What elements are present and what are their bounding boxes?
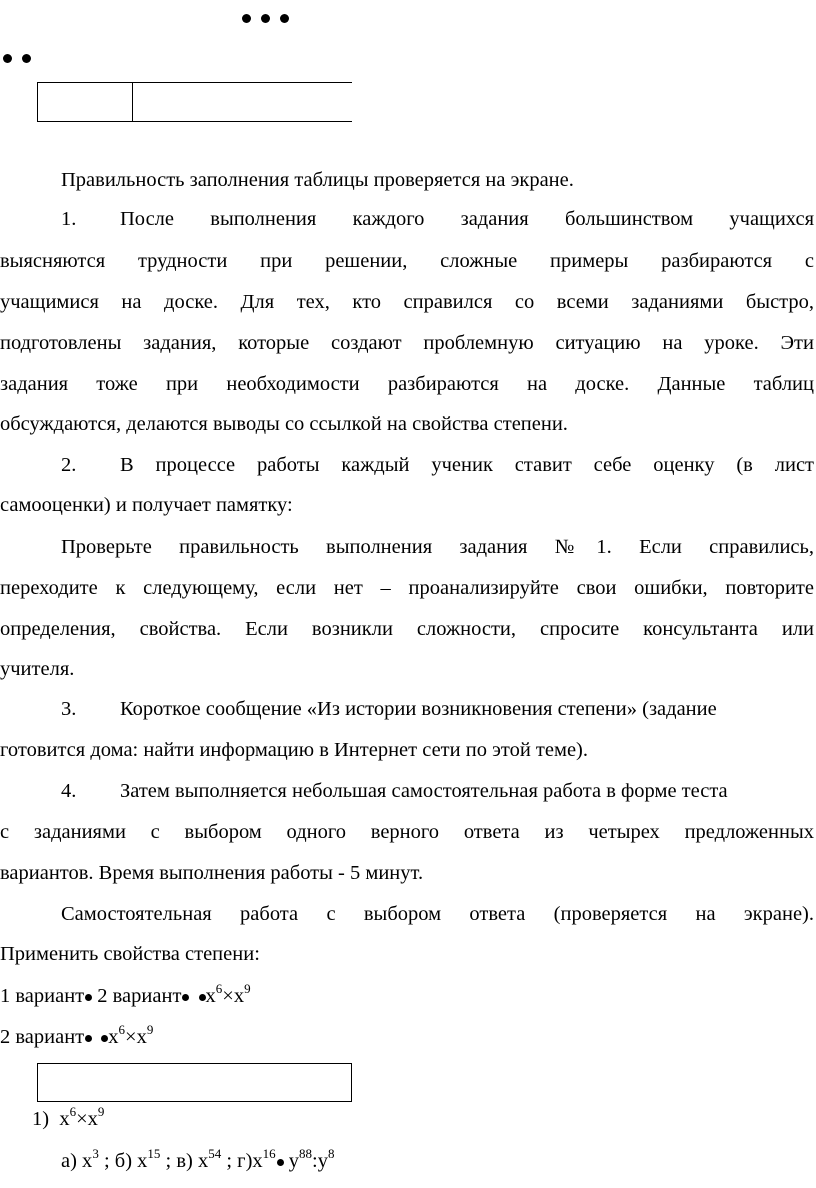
item1-text: После выполнения каждого задания большинством учащихся (120, 208, 814, 230)
bullet-dot (199, 994, 206, 1001)
answers-line (61, 1146, 816, 1173)
expr-x: x (108, 1026, 119, 1048)
expr-exponent: 6 (118, 1022, 126, 1037)
answer-d-exponent: 16 (262, 1146, 276, 1161)
task1-number: 1) (32, 1108, 50, 1130)
item1-line-last: обсуждаются, делаются выводы со ссылкой на свойства степени. (0, 413, 568, 435)
task1-line (32, 1104, 816, 1131)
variant1-label: 1 вариант (0, 985, 85, 1007)
item4-line-last: вариантов. Время выполнения работы - 5 минут. (0, 862, 424, 884)
item4-number: 4. (61, 780, 77, 802)
item1-line: выясняются трудности при решении, сложные примеры разбираются с (0, 250, 814, 272)
bullet-dot (85, 994, 92, 1001)
selfwork-line-first: Самостоятельная работа с выбором ответа (проверяется на экране). (61, 903, 814, 925)
memo-line: переходите к следующему, если нет – проанализируйте свои ошибки, повторите (0, 577, 814, 599)
expr-times: × (222, 985, 234, 1007)
answer-d: ; г)x (221, 1150, 263, 1172)
variant2-label: 2 вариант (0, 1026, 85, 1048)
answer-c: ; в) x (160, 1150, 209, 1172)
bullet-dot (242, 14, 251, 23)
item1-line: учащимися на доске. Для тех, кто справился со всеми заданиями быстро, (0, 291, 814, 313)
item4-line: с заданиями с выбором одного верного ответа из четырех предложенных (0, 821, 814, 843)
answer-y-exponent: 88 (299, 1146, 313, 1161)
variants-line-2 (0, 1022, 816, 1049)
item3-line-first (0, 697, 816, 721)
item4-line-first (0, 779, 816, 803)
expr-times: × (76, 1108, 88, 1130)
answer-b: ; б) x (98, 1150, 148, 1172)
expr-x: x (233, 985, 245, 1007)
expr-exponent: 6 (215, 981, 223, 996)
item1-line: задания тоже при необходимости разбираются на доске. Данные таблиц (0, 373, 814, 395)
expr-exponent: 9 (97, 1104, 105, 1119)
item2-line-last: самооценки) и получает памятку: (0, 494, 293, 516)
expr-x: x (205, 985, 216, 1007)
expr-exponent: 9 (146, 1022, 154, 1037)
item3-line-last: готовится дома: найти информацию в Интернет сети по этой теме). (0, 739, 588, 761)
top-dots-left (3, 46, 31, 69)
item1-line-first (0, 207, 816, 231)
answer-a-exponent: 3 (92, 1146, 99, 1161)
bullet-dot (280, 14, 289, 23)
item1-number: 1. (61, 208, 77, 230)
bullet-dot (277, 1159, 284, 1166)
item2-line-first (0, 453, 816, 477)
paragraph-intro: Правильность заполнения таблицы проверяется на экране. (61, 169, 574, 191)
bullet-dot (85, 1035, 92, 1042)
answer-colon: :y (312, 1150, 328, 1172)
item3-number: 3. (61, 698, 77, 720)
item3-text: Короткое сообщение «Из истории возникновения степени» (задание (120, 698, 717, 720)
variants-line-1 (0, 981, 816, 1008)
bullet-dot (3, 54, 12, 63)
expr-x: x (59, 1108, 70, 1130)
selfwork-line-last: Применить свойства степени: (0, 943, 260, 965)
expr-times: × (125, 1026, 137, 1048)
table-column-divider (132, 83, 133, 121)
answer-y: y (283, 1150, 300, 1172)
memo-line-first: Проверьте правильность выполнения задания №1. Если справились, (61, 536, 814, 558)
top-dots-right (242, 6, 289, 29)
memo-line-last: учителя. (0, 658, 75, 680)
expr-exponent: 6 (69, 1104, 77, 1119)
bullet-dot (22, 54, 31, 63)
expr-exponent: 9 (244, 981, 251, 996)
answer-c-exponent: 54 (208, 1146, 222, 1161)
answer-b-exponent: 15 (147, 1146, 161, 1161)
expr-x: x (87, 1108, 98, 1130)
bullet-dot (182, 994, 189, 1001)
item2-number: 2. (61, 454, 77, 476)
item4-text: Затем выполняется небольшая самостоятельная работа в форме теста (120, 780, 728, 802)
memo-line: определения, свойства. Если возникли сложности, спросите консультанта или (0, 618, 814, 640)
bullet-dot (261, 14, 270, 23)
answer-y-exponent: 8 (327, 1146, 335, 1161)
item1-line: подготовлены задания, которые создают проблемную ситуацию на уроке. Эти (0, 332, 814, 354)
answer-a: а) x (61, 1150, 93, 1172)
empty-frame (37, 1063, 352, 1102)
variant2-label: 2 вариант (97, 985, 182, 1007)
empty-table (37, 82, 352, 122)
item2-text: В процессе работы каждый ученик ставит себе оценку (в лист (120, 454, 814, 476)
expr-x: x (136, 1026, 147, 1048)
